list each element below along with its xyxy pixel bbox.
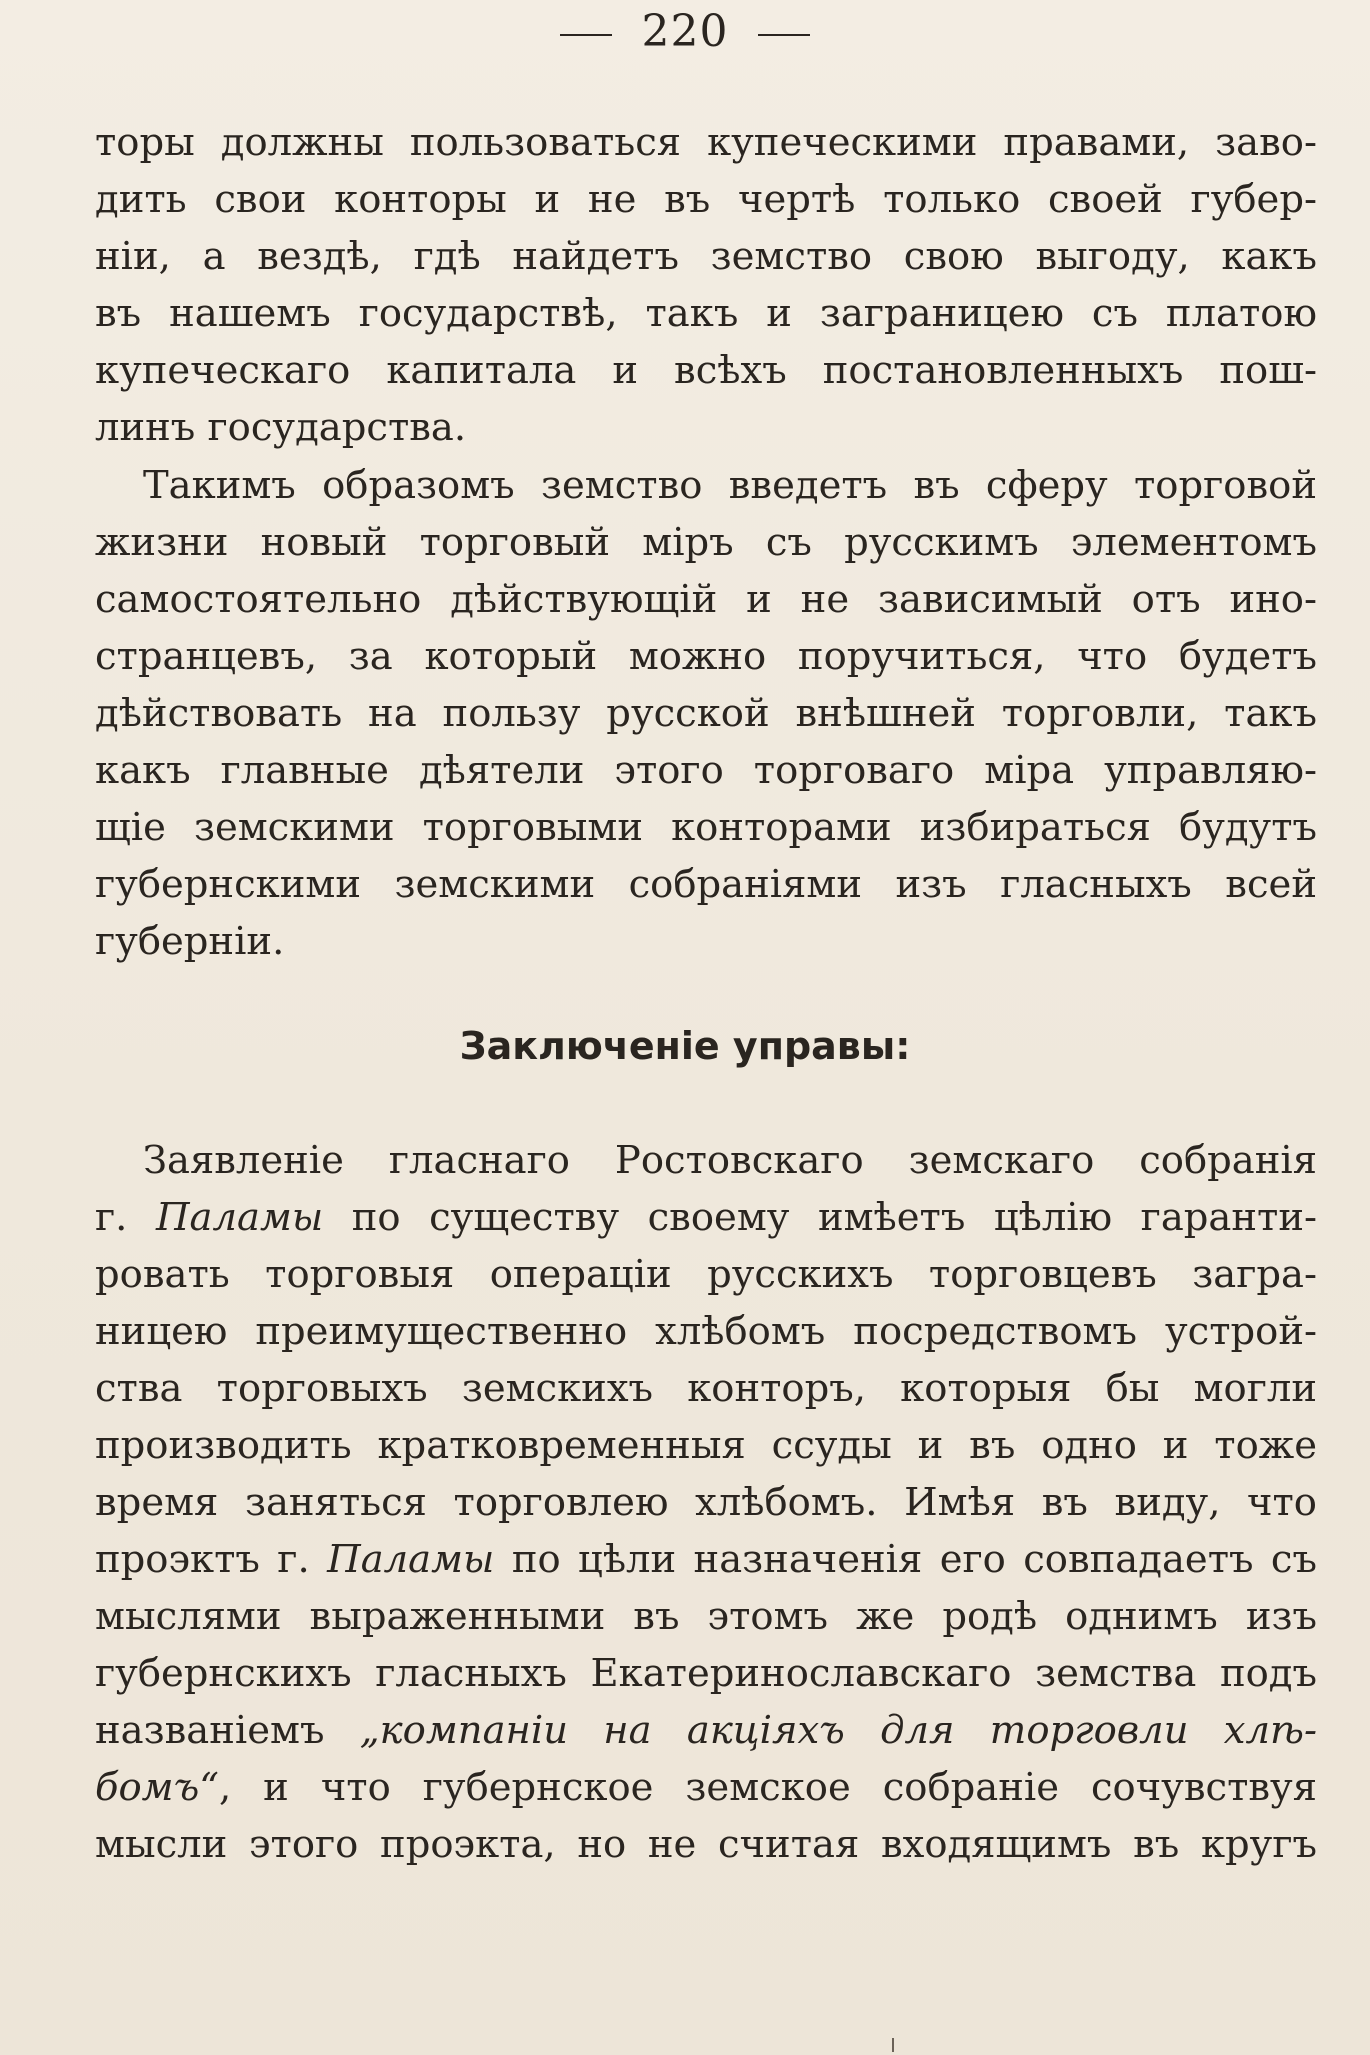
paragraph-zemstvo-trade — [95, 457, 1317, 970]
left-dash — [560, 34, 612, 36]
page-header — [0, 6, 1370, 58]
text-segment: по существу своему имѣетъ цѣлiю гаранти- — [351, 1195, 1317, 1240]
text-line — [95, 1531, 1317, 1588]
surname-italic: Паламы — [327, 1537, 495, 1582]
text-line: время заняться торговлею хлѣбомъ. Имѣя въ виду, что — [95, 1480, 1317, 1525]
text-line: какъ главные дѣятели этого торговаго мiра управляю- — [95, 748, 1317, 793]
right-dash — [758, 34, 810, 36]
text-line — [95, 1759, 1317, 1816]
text-line: мысли этого проэкта, но не считая входящимъ въ кругъ — [95, 1822, 1317, 1867]
text-segment: г. — [95, 1195, 128, 1240]
text-line: въ нашемъ государствѣ, такъ и заграницею съ платою — [95, 291, 1317, 336]
text-line: купеческаго капитала и всѣхъ постановленныхъ пош- — [95, 348, 1317, 393]
company-title-italic: бомъ“ — [95, 1765, 219, 1810]
text-line: Заявленiе гласнаго Ростовскаго земскаго собранiя — [143, 1138, 1317, 1183]
text-segment: проэктъ г. — [95, 1537, 310, 1582]
text-line: губернскихъ гласныхъ Екатеринославскаго земства подъ — [95, 1651, 1317, 1696]
text-segment: названiемъ — [95, 1708, 325, 1753]
paragraph-continued — [95, 114, 1317, 456]
text-line: губернскими земскими собранiями изъ гласныхъ всей — [95, 862, 1317, 907]
surname-italic: Паламы — [155, 1195, 324, 1240]
text-segment: , и что губернское земское собранiе сочувствуя — [218, 1765, 1317, 1810]
section-heading: Заключенiе управы: — [459, 1024, 911, 1068]
text-line: нiи, а вездѣ, гдѣ найдетъ земство свою выгоду, какъ — [95, 234, 1317, 279]
text-line: ницею преимущественно хлѣбомъ посредствомъ устрой- — [95, 1309, 1317, 1354]
text-line: торы должны пользоваться купеческими правами, заво- — [95, 120, 1317, 165]
text-line: дить свои конторы и не въ чертѣ только своей губер- — [95, 177, 1317, 222]
page-number: 220 — [641, 6, 729, 57]
text-line: щiе земскими торговыми конторами избираться будутъ — [95, 805, 1317, 850]
text-line: производить кратковременныя ссуды и въ одно и тоже — [95, 1423, 1317, 1468]
text-line: мыслями выраженными въ этомъ же родѣ однимъ изъ — [95, 1594, 1317, 1639]
text-line: Такимъ образомъ земство введетъ въ сферу торговой — [143, 463, 1317, 508]
text-line: самостоятельно дѣйствующiй и не зависимый отъ ино- — [95, 577, 1317, 622]
text-line: линъ государства. — [95, 405, 467, 450]
text-segment: по цѣли назначенiя его совпадаетъ съ — [511, 1537, 1317, 1582]
text-line: ства торговыхъ земскихъ конторъ, которыя бы могли — [95, 1366, 1317, 1411]
text-line: жизни новый торговый мiръ съ русскимъ элементомъ — [95, 520, 1317, 565]
text-line: дѣйствовать на пользу русской внѣшней торговли, такъ — [95, 691, 1317, 736]
text-line: губернiи. — [95, 919, 285, 964]
paragraph-board-conclusion — [95, 1132, 1317, 1873]
text-line: ровать торговыя операцiи русскихъ торговцевъ загра- — [95, 1252, 1317, 1297]
company-title-italic: „компанiи на акцiяхъ для торговли хлѣ- — [359, 1708, 1317, 1753]
text-line: странцевъ, за который можно поручиться, что будетъ — [95, 634, 1317, 679]
text-line — [95, 1702, 1317, 1759]
text-line — [95, 1189, 1317, 1246]
print-mark — [892, 2038, 894, 2052]
